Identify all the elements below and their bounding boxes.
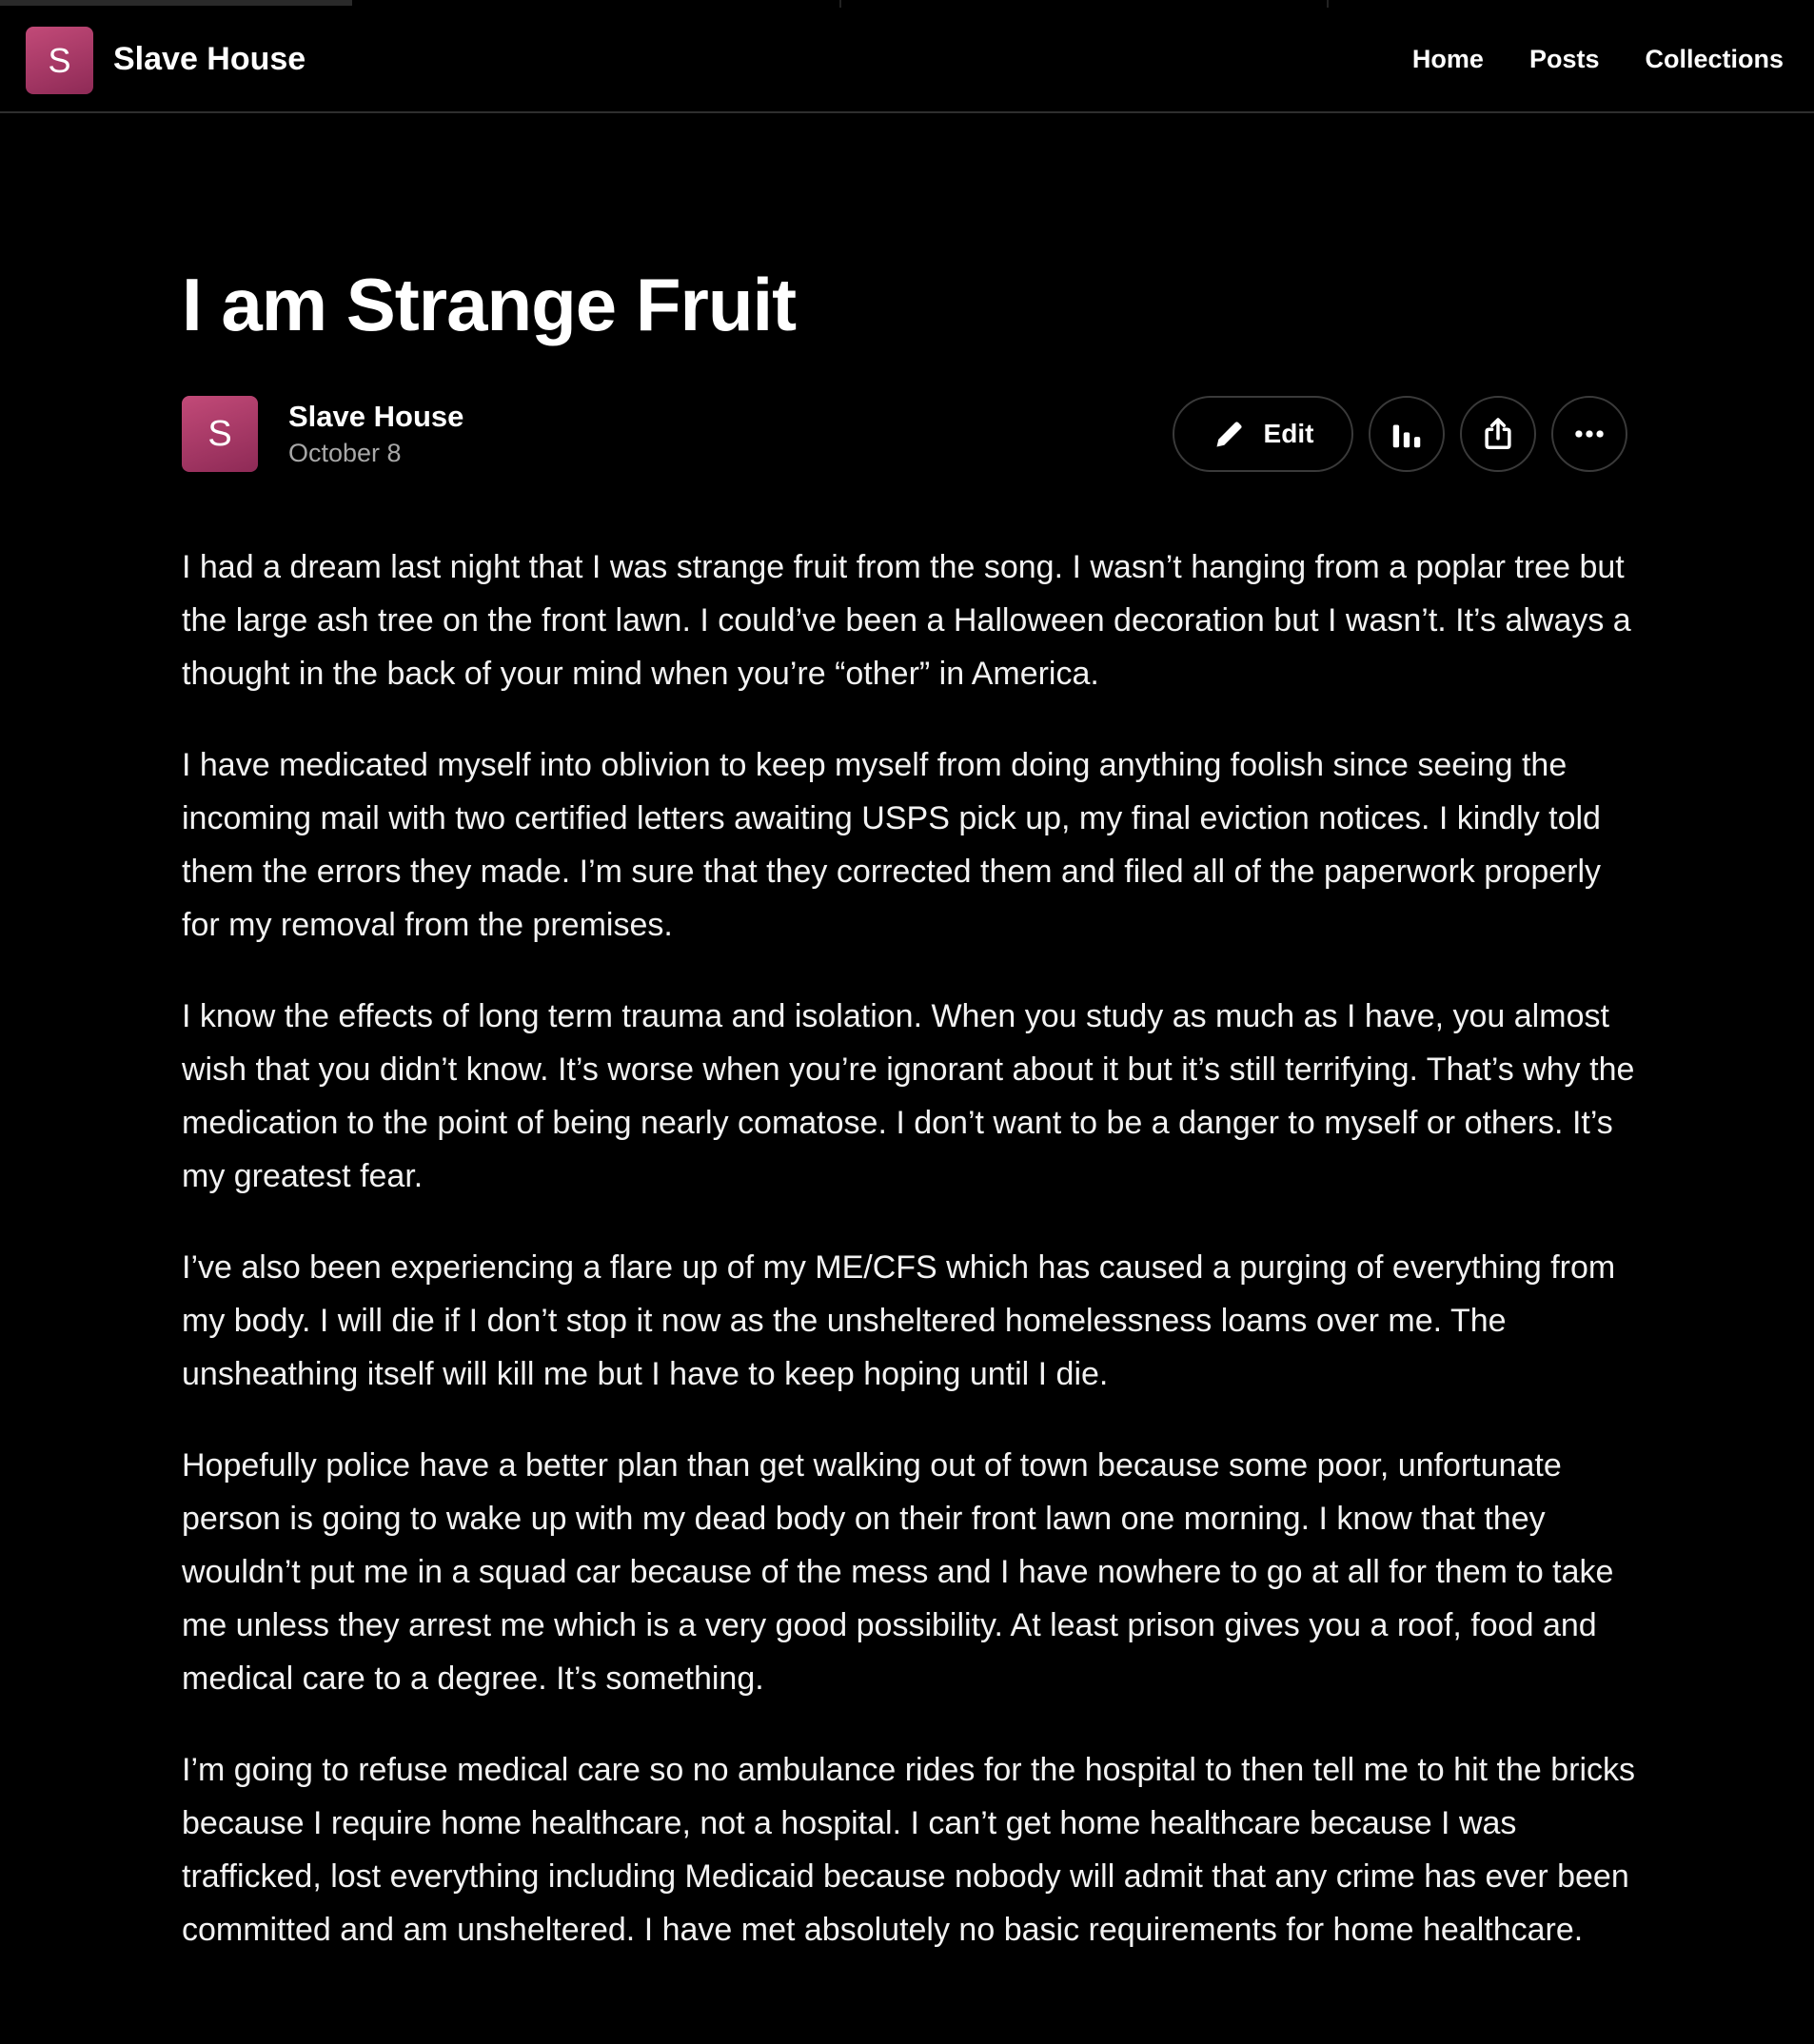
more-dots-icon: [1571, 416, 1607, 452]
nav-collections[interactable]: Collections: [1645, 45, 1784, 73]
post-title: I am Strange Fruit: [182, 263, 797, 346]
stats-button[interactable]: [1369, 396, 1445, 472]
post-paragraph: Hopefully police have a better plan than get walking out of town because some poor, unfortunate person is going to wake up with my dead body on their front lawn one morning. I know that they wouldn’t put me in a squad car because of the mess and I have nowhere to go at all for them to take me unless they arrest me which is a very good possibility. At least prison gives you a roof, food and medical care to a degree. It’s something.: [182, 1447, 1614, 1697]
site-name[interactable]: Slave House: [113, 41, 306, 77]
site-logo[interactable]: [26, 27, 93, 94]
post-paragraph: I have medicated myself into oblivion to keep myself from doing anything foolish since seeing the incoming mail with two certified letters awaiting USPS pick up, my final eviction notices. I kindly told them the errors they made. I’m sure that they corrected them and filed all of the paperwork properly for my removal from the premises.: [182, 747, 1602, 943]
author-avatar[interactable]: [182, 396, 258, 472]
post-paragraph: I had a dream last night that I was strange fruit from the song. I wasn’t hanging from a poplar tree but the large ash tree on the front lawn. I could’ve been a Halloween decoration but I wasn’t. It’s always a thought in the back of your mind when you’re “other” in America.: [182, 549, 1631, 692]
author-avatar-letter: S: [207, 413, 232, 454]
post-paragraph: I know the effects of long term trauma and isolation. When you study as much as I have, you almost wish that you didn’t know. It’s worse when you’re ignorant about it but it’s still terrifying. That’s why the medication to the point of being nearly comatose. I don’t want to be a danger to myself or others. It’s my greatest fear.: [182, 998, 1635, 1194]
bar-chart-icon: [1389, 416, 1425, 452]
edit-label: Edit: [1263, 419, 1314, 448]
nav-posts[interactable]: Posts: [1528, 45, 1600, 73]
author-name[interactable]: Slave House: [288, 400, 464, 433]
site-header: [0, 0, 1814, 113]
post-paragraph: I’ve also been experiencing a flare up of my ME/CFS which has caused a purging of everything from my body. I will die if I don’t stop it now as the unsheltered homelessness loams over me. The unsheathing itself will kill me but I have to keep hoping until I die.: [182, 1249, 1616, 1392]
post-paragraph: I’m going to refuse medical care so no ambulance rides for the hospital to then tell me to hit the bricks because I require home healthcare, not a hospital. I can’t get home healthcare because I was trafficked, lost everything including Medicaid because nobody will admit that any crime has ever been committed and am unsheltered. I have met absolutely no basic requirements for home healthcare.: [182, 1752, 1636, 1948]
share-icon: [1480, 416, 1516, 452]
more-button[interactable]: [1551, 396, 1627, 472]
post-date: October 8: [288, 439, 402, 467]
pencil-icon: [1213, 417, 1247, 451]
post-body: [182, 540, 1647, 1995]
edit-button[interactable]: [1173, 396, 1353, 472]
site-logo-letter: S: [48, 40, 71, 80]
main-nav: [1412, 42, 1784, 76]
post-actions: [1173, 396, 1627, 472]
nav-home[interactable]: Home: [1411, 45, 1484, 73]
share-button[interactable]: [1460, 396, 1536, 472]
